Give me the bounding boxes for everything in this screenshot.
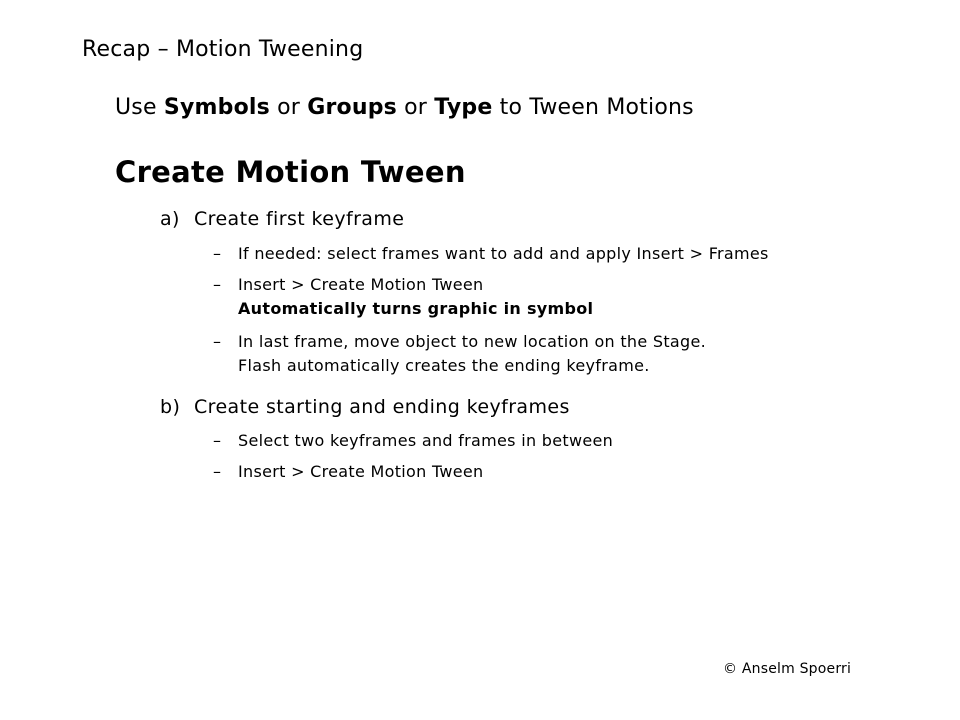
step-a-label: Create first keyframe — [194, 208, 405, 230]
step-b-item-2-text: Insert > Create Motion Tween — [238, 462, 484, 481]
step-b-item-1 — [213, 429, 613, 453]
intro-or-1: or — [269, 95, 308, 120]
intro-symbols: Symbols — [163, 95, 270, 120]
dash-bullet: – — [213, 332, 222, 351]
intro-type: Type — [434, 95, 493, 120]
step-a-item-1 — [213, 242, 769, 266]
step-a-item-1-text: If needed: select frames want to add and apply Insert > Frames — [238, 244, 769, 263]
section-heading: Create Motion Tween — [115, 155, 466, 189]
step-a-item-2-line-2: Automatically turns graphic in symbol — [238, 299, 594, 318]
step-a — [160, 208, 404, 230]
dash-bullet: – — [213, 275, 222, 294]
dash-bullet: – — [213, 244, 222, 263]
copyright-footer: © Anselm Spoerri — [723, 661, 852, 677]
intro-prefix: Use — [115, 95, 164, 120]
step-b — [160, 396, 570, 418]
step-b-letter: b) — [160, 396, 181, 418]
intro-line — [115, 95, 694, 120]
step-a-item-2 — [213, 273, 593, 321]
step-a-item-2-line-1: Insert > Create Motion Tween — [238, 275, 484, 294]
step-b-item-1-text: Select two keyframes and frames in between — [238, 431, 614, 450]
step-a-item-3 — [213, 330, 706, 378]
slide-title: Recap – Motion Tweening — [82, 37, 364, 62]
step-b-item-2 — [213, 460, 484, 484]
intro-groups: Groups — [307, 95, 397, 120]
step-a-letter: a) — [160, 208, 180, 230]
dash-bullet: – — [213, 431, 222, 450]
step-a-item-3-line-2: Flash automatically creates the ending keyframe. — [238, 356, 650, 375]
intro-suffix: to Tween Motions — [492, 95, 694, 120]
dash-bullet: – — [213, 462, 222, 481]
step-a-item-3-line-1: In last frame, move object to new location on the Stage. — [238, 332, 707, 351]
step-b-label: Create starting and ending keyframes — [194, 396, 570, 418]
intro-or-2: or — [396, 95, 435, 120]
